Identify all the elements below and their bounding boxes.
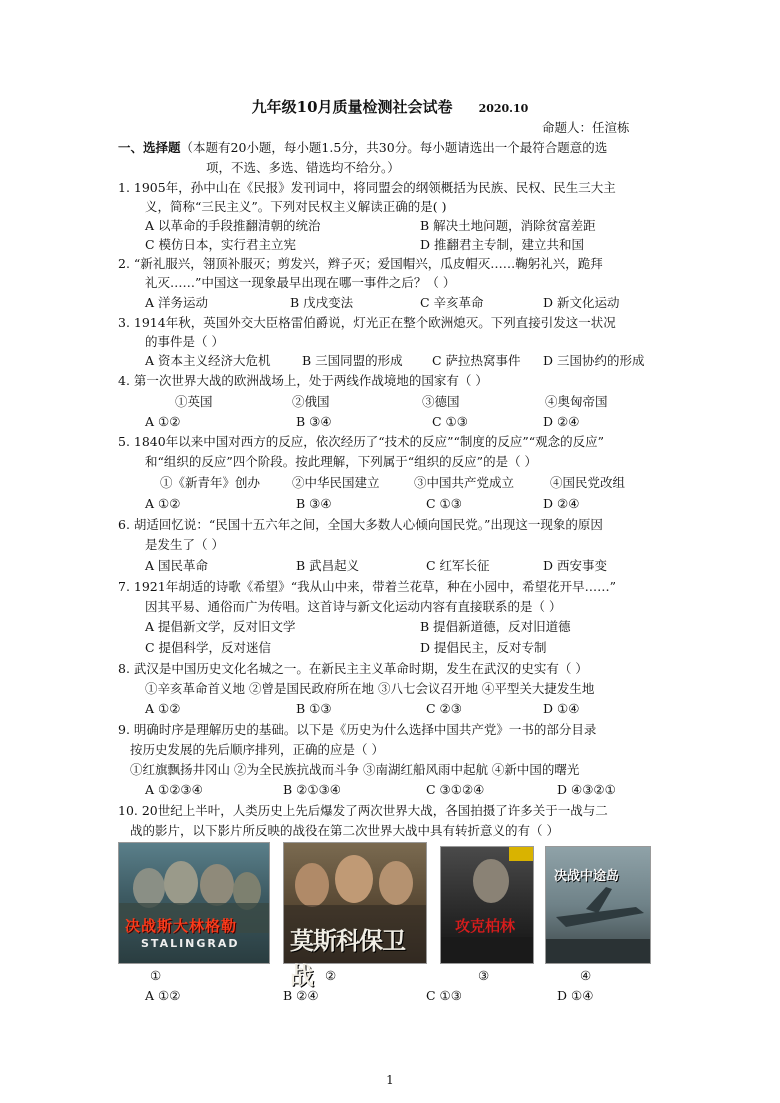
q7-option-c: C 提倡科学，反对迷信 — [145, 640, 272, 655]
q6-option-c: C 红军长征 — [426, 558, 490, 573]
q8-option-a: A ①② — [145, 701, 181, 716]
q10-option-d: D ①④ — [557, 988, 594, 1003]
q2-option-c: C 辛亥革命 — [420, 295, 484, 310]
page-title — [0, 96, 780, 117]
q10-option-a: A ①② — [145, 988, 181, 1003]
q9-option-a: A ①②③④ — [145, 782, 203, 797]
q5-item-2: ②中华民国建立 — [292, 475, 380, 490]
q4-option-c: C ①③ — [432, 414, 468, 429]
q10-option-b: B ②④ — [283, 988, 319, 1003]
poster-num-4: ④ — [580, 968, 592, 983]
q3-line2: 的事件是（ ） — [145, 334, 224, 349]
q8-option-d: D ①④ — [543, 701, 580, 716]
q8-option-b: B ①③ — [296, 701, 332, 716]
q3-option-c: C 萨拉热窝事件 — [432, 353, 521, 368]
q4-option-b: B ③④ — [296, 414, 332, 429]
q4-item-1: ①英国 — [175, 394, 213, 409]
poster-2-title: 莫斯科保卫战 — [290, 926, 405, 990]
q5-option-c: C ①③ — [426, 496, 462, 511]
poster-4-title: 决战中途岛 — [554, 869, 620, 884]
q4-item-2: ②俄国 — [292, 394, 330, 409]
poster-stalingrad — [118, 842, 270, 964]
q6-line1: 6. 胡适回忆说：“民国十五六年之间，全国大多数人心倾向国民党。”出现这一现象的原因 — [118, 517, 603, 532]
q7-option-b: B 提倡新道德，反对旧道德 — [420, 619, 571, 634]
poster-berlin — [440, 846, 534, 964]
q4-item-3: ③德国 — [422, 394, 460, 409]
q10-line1: 10. 20世纪上半叶，人类历史上先后爆发了两次世界大战，各国拍摄了许多关于一战与二 — [118, 803, 608, 818]
section-note-2: 项，不选、多选、错选均不给分。） — [206, 160, 400, 175]
q2-option-d: D 新文化运动 — [543, 295, 620, 310]
q5-option-a: A ①② — [145, 496, 181, 511]
q4-option-d: D ②④ — [543, 414, 580, 429]
q10-line2: 战的影片，以下影片所反映的战役在第二次世界大战中具有转折意义的有（ ） — [130, 823, 559, 838]
q7-option-d: D 提倡民主，反对专制 — [420, 640, 547, 655]
q4-line1: 4. 第一次世界大战的欧洲战场上，处于两线作战境地的国家有（ ） — [118, 373, 488, 388]
section-note-1: （本题有20小题，每小题1.5分，共30分。每小题请选出一个最符合题意的选 — [180, 140, 608, 155]
poster-midway — [545, 846, 651, 964]
q1-line2: 义，简称“三民主义”。下列对民权主义解读正确的是( ) — [145, 199, 447, 214]
poster-moscow — [283, 842, 427, 990]
q1-option-b: B 解决土地问题，消除贫富差距 — [420, 218, 596, 233]
q1-option-d: D 推翻君主专制，建立共和国 — [420, 237, 584, 252]
q5-item-1: ①《新青年》创办 — [160, 475, 261, 490]
q5-option-d: D ②④ — [543, 496, 580, 511]
poster-1-title: 决战斯大林格勒 — [125, 917, 238, 935]
q9-option-c: C ③①②④ — [426, 782, 485, 797]
section-heading — [118, 138, 673, 178]
q4-option-a: A ①② — [145, 414, 181, 429]
q9-option-b: B ②①③④ — [283, 782, 341, 797]
q7-option-a: A 提倡新文学，反对旧文学 — [145, 619, 296, 634]
q1-option-a: A 以革命的手段推翻清朝的统治 — [145, 218, 321, 233]
poster-num-1: ① — [150, 968, 162, 983]
q8-line1: 8. 武汉是中国历史文化名城之一。在新民主主义革命时期，发生在武汉的史实有（ ） — [118, 661, 588, 676]
q3-option-a: A 资本主义经济大危机 — [145, 353, 271, 368]
q3-line1: 3. 1914年秋，英国外交大臣格雷伯爵说，灯光正在整个欧洲熄灭。下列直接引发这一状况 — [118, 315, 616, 330]
q5-item-3: ③中国共产党成立 — [414, 475, 515, 490]
q8-items: ①辛亥革命首义地 ②曾是国民政府所在地 ③八七会议召开地 ④平型关大捷发生地 — [145, 681, 595, 696]
q2-option-b: B 戊戌变法 — [290, 295, 354, 310]
q1-option-c: C 模仿日本，实行君主立宪 — [145, 237, 297, 252]
exam-date: 2020.10 — [478, 102, 529, 115]
author-line: 命题人：任渲栋 — [542, 120, 630, 135]
q3-option-b: B 三国同盟的形成 — [302, 353, 403, 368]
q4-item-4: ④奥匈帝国 — [545, 394, 608, 409]
q7-line1: 7. 1921年胡适的诗歌《希望》“我从山中来，带着兰花草，种在小园中，希望花开早……” — [118, 579, 616, 594]
figure-illustration — [441, 847, 533, 963]
q6-option-d: D 西安事变 — [543, 558, 607, 573]
poster-num-3: ③ — [478, 968, 490, 983]
q6-option-b: B 武昌起义 — [296, 558, 360, 573]
q9-option-d: D ④③②① — [557, 782, 616, 797]
q7-line2: 因其平易、通俗而广为传唱。这首诗与新文化运动内容有直接联系的是（ ） — [145, 599, 562, 614]
q8-option-c: C ②③ — [426, 701, 462, 716]
q2-option-a: A 洋务运动 — [145, 295, 209, 310]
q6-option-a: A 国民革命 — [145, 558, 209, 573]
section-label: 一、选择题 — [118, 140, 181, 155]
q5-item-4: ④国民党改组 — [550, 475, 626, 490]
q9-line1: 9. 明确时序是理解历史的基础。以下是《历史为什么选择中国共产党》一书的部分目录 — [118, 722, 597, 737]
q6-line2: 是发生了（ ） — [145, 537, 224, 552]
q5-line2: 和“组织的反应”四个阶段。按此理解，下列属于“组织的反应”的是（ ） — [145, 454, 538, 469]
q3-option-d: D 三国协约的形成 — [543, 353, 645, 368]
poster-3-title: 攻克柏林 — [455, 917, 516, 935]
poster-num-2: ② — [325, 968, 337, 983]
q10-option-c: C ①③ — [426, 988, 462, 1003]
q9-line2: 按历史发展的先后顺序排列，正确的应是（ ） — [130, 742, 384, 757]
q5-line1: 5. 1840年以来中国对西方的反应，依次经历了“技术的反应”“制度的反应”“观念的反应” — [118, 434, 605, 449]
q9-items: ①红旗飘扬井冈山 ②为全民族抗战而斗争 ③南湖红船风雨中起航 ④新中国的曙光 — [130, 762, 580, 777]
page-number: 1 — [386, 1073, 394, 1087]
poster-1-subtitle: STALINGRAD — [141, 937, 240, 950]
q1-line1: 1. 1905年，孙中山在《民报》发刊词中，将同盟会的纲领概括为民族、民权、民生三大主 — [118, 180, 616, 195]
q2-line1: 2. “新礼服兴，翎顶补服灭；剪发兴，辫子灭；爱国帽兴，瓜皮帽灭……鞠躬礼兴，跪拜 — [118, 256, 603, 271]
q5-option-b: B ③④ — [296, 496, 332, 511]
q2-line2: 礼灭……”中国这一现象最早出现在哪一事件之后？（ ） — [145, 275, 456, 290]
exam-title: 九年级10月质量检测社会试卷 — [251, 98, 453, 116]
